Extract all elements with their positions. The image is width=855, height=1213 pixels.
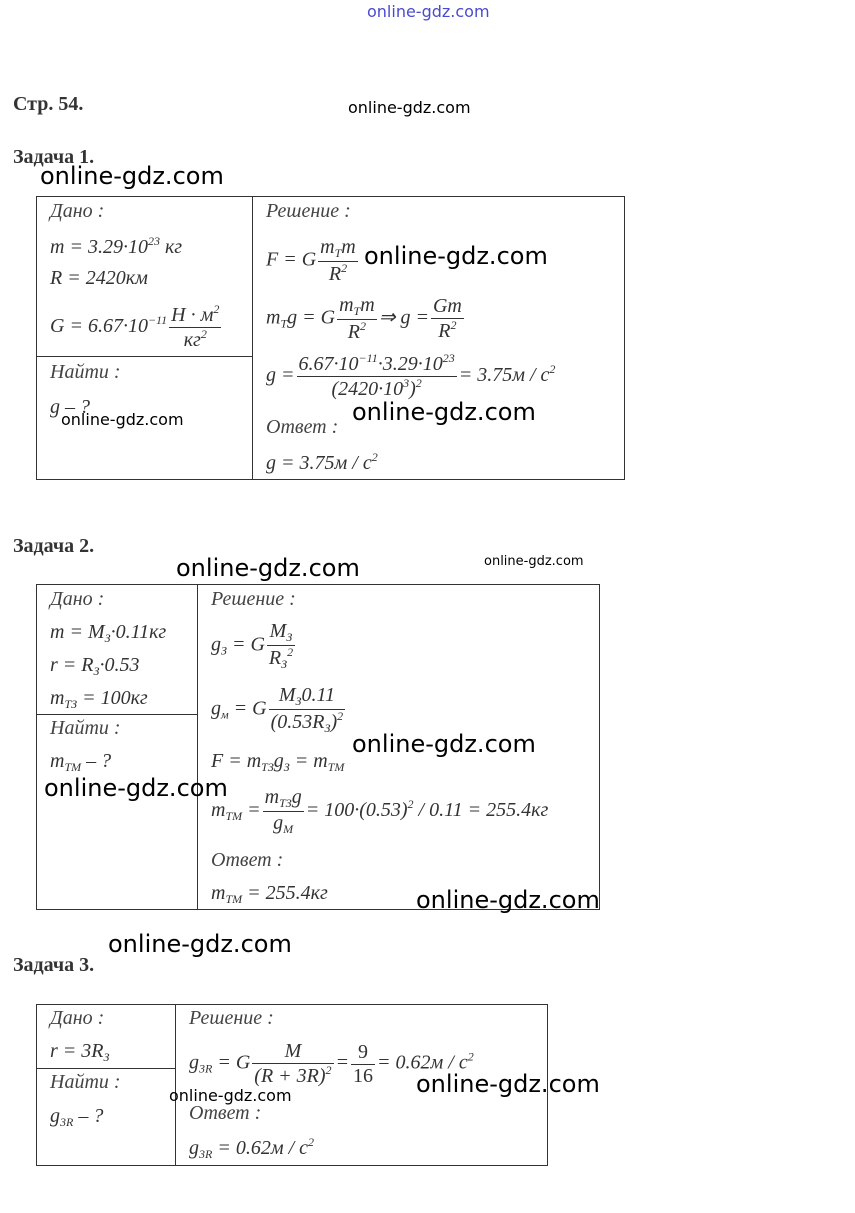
watermark-top: online-gdz.com <box>367 2 490 21</box>
given-radius: $r = R_З\cdot 0.53$ <box>50 654 140 678</box>
watermark: online-gdz.com <box>40 162 224 190</box>
find-mass: $m_{ТМ}$ – ? <box>50 750 112 774</box>
divider <box>197 584 198 910</box>
divider <box>36 714 197 715</box>
find-label: Найти : <box>50 1071 121 1093</box>
divider <box>36 356 252 357</box>
given-label: Дано : <box>50 1007 105 1029</box>
find-label: Найти : <box>50 717 121 739</box>
find-label: Найти : <box>50 361 121 383</box>
watermark: online-gdz.com <box>44 774 228 802</box>
watermark: online-gdz.com <box>352 398 536 426</box>
watermark: online-gdz.com <box>176 554 360 582</box>
given-gravity-constant: $G = 6.67\cdot 10^{-11}$ $\frac{Н \cdot м^2}{кг^2}$ <box>50 302 220 351</box>
solution-step-1: $g_{3R} = G$ $\frac{M}{(R + 3R)^2}$ = $\frac{9}{16}$ = $0.62м / с^2$ <box>189 1040 474 1087</box>
solution-step-2: $g_м = G$ $\frac{M_З0.11}{(0.53R_З)^2}$ <box>211 684 344 735</box>
given-mass: $m = 3.29\cdot 10^{23}$ кг <box>50 234 183 258</box>
task-3-heading: Задача 3. <box>13 954 95 976</box>
divider <box>175 1004 176 1166</box>
task-1-heading: Задача 1. <box>13 146 95 168</box>
watermark: online-gdz.com <box>416 1070 600 1098</box>
watermark: online-gdz.com <box>348 98 471 117</box>
divider <box>36 1068 175 1069</box>
solution-step-4: $m_{ТМ}$ = $\frac{m_{ТЗ}g}{g_М}$ = $100\cdot(0.53)^2 / 0.11 = 255.4кг$ <box>211 786 549 836</box>
answer-value: $g_{3R} = 0.62м / с^2$ <box>189 1135 315 1161</box>
answer-label: Ответ : <box>189 1102 262 1124</box>
solution-step-1: $g_З = G$ $\frac{M_З}{R_З^2}$ <box>211 620 294 671</box>
watermark: online-gdz.com <box>169 1086 292 1105</box>
answer-value: $m_{ТМ} = 255.4кг$ <box>211 882 328 906</box>
given-mass: $m = M_З\cdot 0.11кг$ <box>50 621 167 645</box>
watermark: online-gdz.com <box>484 554 584 569</box>
watermark: online-gdz.com <box>416 886 600 914</box>
find-g: g – ? <box>50 396 90 418</box>
page-title: Стр. 54. <box>13 93 84 115</box>
solution-label: Решение : <box>266 200 351 222</box>
find-g: $g_{3R}$ – ? <box>50 1105 104 1129</box>
given-earth-mass: $m_{ТЗ} = 100кг$ <box>50 687 148 711</box>
watermark: online-gdz.com <box>352 730 536 758</box>
given-radius: R = 2420км <box>50 267 148 289</box>
answer-value: $g = 3.75м / с^2$ <box>266 450 378 474</box>
answer-label: Ответ : <box>266 416 339 438</box>
solution-step-1: F = G $\frac{m_Tm}{R^2}$ <box>266 236 356 285</box>
answer-label: Ответ : <box>211 849 284 871</box>
watermark: online-gdz.com <box>364 242 548 270</box>
watermark: online-gdz.com <box>61 410 184 429</box>
solution-step-2: $m_Tg = G$ $\frac{m_Tm}{R^2}$ ⇒ g = $\frac{Gm}{R^2}$ <box>266 294 462 343</box>
solution-label: Решение : <box>211 588 296 610</box>
solution-label: Решение : <box>189 1007 274 1029</box>
solution-step-3: $F = m_{ТЗ}g_З = m_{ТМ}$ <box>211 750 345 774</box>
divider <box>252 196 253 480</box>
watermark: online-gdz.com <box>108 930 292 958</box>
given-label: Дано : <box>50 200 105 222</box>
task-2-heading: Задача 2. <box>13 535 95 557</box>
given-label: Дано : <box>50 588 105 610</box>
given-radius: $r = 3R_З$ <box>50 1040 110 1064</box>
solution-step-3: g = $\frac{6.67\cdot 10^{-11}\cdot 3.29\cdot 10^{23}}{(2420\cdot 10^3)^2}$ = $3.75м / с^2$ <box>266 351 556 400</box>
